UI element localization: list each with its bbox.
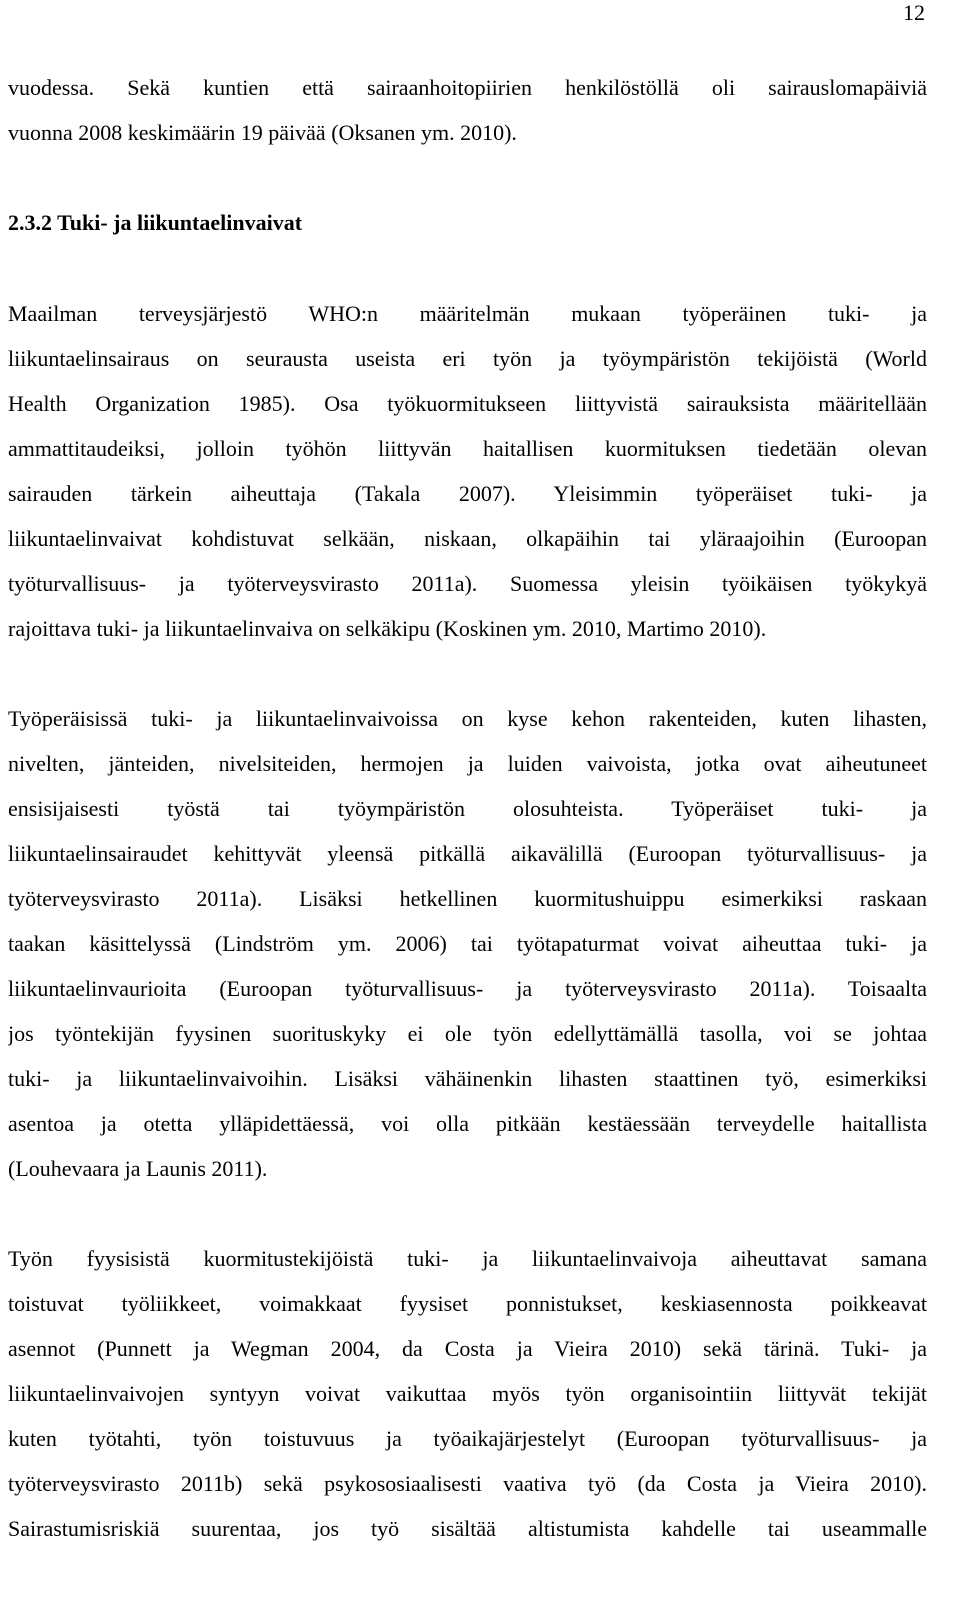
text-line: asennot (Punnett ja Wegman 2004, da Costa ja Vieira 2010) sekä tärinä. Tuki- ja xyxy=(8,1336,927,1361)
section-heading: 2.3.2 Tuki- ja liikuntaelinvaivat xyxy=(8,210,303,235)
text-line: vuodessa. Sekä kuntien että sairaanhoitopiirien henkilöstöllä oli sairauslomapäiviä xyxy=(8,75,927,100)
text-line: työturvallisuus- ja työterveysvirasto 2011a). Suomessa yleisin työikäisen työkykyä xyxy=(8,571,927,596)
text-line: Maailman terveysjärjestö WHO:n määritelmän mukaan työperäinen tuki- ja xyxy=(8,301,927,326)
text-line: nivelten, jänteiden, nivelsiteiden, hermojen ja luiden vaivoista, jotka ovat aiheutuneet xyxy=(8,751,927,776)
text-line: rajoittava tuki- ja liikuntaelinvaiva on selkäkipu (Koskinen ym. 2010, Martimo 2010). xyxy=(8,616,767,641)
paragraph-spacer xyxy=(8,1191,927,1236)
text-line: tuki- ja liikuntaelinvaivoihin. Lisäksi vähäinenkin lihasten staattinen työ, esimerkiksi xyxy=(8,1066,927,1091)
text-line: työterveysvirasto 2011a). Lisäksi hetkellinen kuormitushuippu esimerkiksi raskaan xyxy=(8,886,927,911)
paragraph xyxy=(8,696,927,1191)
text-line: Työperäisissä tuki- ja liikuntaelinvaivoissa on kyse kehon rakenteiden, kuten lihasten, xyxy=(8,706,927,731)
text-line: Health Organization 1985). Osa työkuormitukseen liittyvistä sairauksista määritellään xyxy=(8,391,927,416)
paragraph xyxy=(8,1236,927,1551)
document-body xyxy=(8,65,927,1551)
text-line: liikuntaelinvaivat kohdistuvat selkään, niskaan, olkapäihin tai yläraajoihin (Euroopan xyxy=(8,526,927,551)
text-line: liikuntaelinvaivojen syntyyn voivat vaikuttaa myös työn organisointiin liittyvät tekijät xyxy=(8,1381,927,1406)
text-line: ensisijaisesti työstä tai työympäristön olosuhteista. Työperäiset tuki- ja xyxy=(8,796,927,821)
text-line: jos työntekijän fyysinen suorituskyky ei ole työn edellyttämällä tasolla, voi se johtaa xyxy=(8,1021,927,1046)
text-line: työterveysvirasto 2011b) sekä psykososiaalisesti vaativa työ (da Costa ja Vieira 2010). xyxy=(8,1471,927,1496)
paragraph-spacer xyxy=(8,651,927,696)
text-line: vuonna 2008 keskimäärin 19 päivää (Oksanen ym. 2010). xyxy=(8,120,517,145)
page-number: 12 xyxy=(903,0,925,25)
paragraph xyxy=(8,65,927,155)
text-line: asentoa ja otetta ylläpidettäessä, voi olla pitkään kestäessään terveydelle haitallista xyxy=(8,1111,927,1136)
text-line: sairauden tärkein aiheuttaja (Takala 2007). Yleisimmin työperäiset tuki- ja xyxy=(8,481,927,506)
paragraph-spacer xyxy=(8,245,927,291)
text-line: ammattitaudeiksi, jolloin työhön liittyvän haitallisen kuormituksen tiedetään olevan xyxy=(8,436,927,461)
text-line: kuten työtahti, työn toistuvuus ja työaikajärjestelyt (Euroopan työturvallisuus- ja xyxy=(8,1426,927,1451)
text-line: Työn fyysisistä kuormitustekijöistä tuki- ja liikuntaelinvaivoja aiheuttavat samana xyxy=(8,1246,927,1271)
text-line: liikuntaelinsairaudet kehittyvät yleensä pitkällä aikavälillä (Euroopan työturvallisuus- ja xyxy=(8,841,927,866)
text-line: liikuntaelinvaurioita (Euroopan työturvallisuus- ja työterveysvirasto 2011a). Toisaalta xyxy=(8,976,927,1001)
text-line: taakan käsittelyssä (Lindström ym. 2006) tai työtapaturmat voivat aiheuttaa tuki- ja xyxy=(8,931,927,956)
text-line: toistuvat työliikkeet, voimakkaat fyysiset ponnistukset, keskiasennosta poikkeavat xyxy=(8,1291,927,1316)
paragraph-spacer xyxy=(8,155,927,200)
text-line: Sairastumisriskiä suurentaa, jos työ sisältää altistumista kahdelle tai useammalle xyxy=(8,1516,927,1541)
text-line: (Louhevaara ja Launis 2011). xyxy=(8,1156,268,1181)
text-line: liikuntaelinsairaus on seurausta useista eri työn ja työympäristön tekijöistä (World xyxy=(8,346,927,371)
paragraph xyxy=(8,291,927,651)
